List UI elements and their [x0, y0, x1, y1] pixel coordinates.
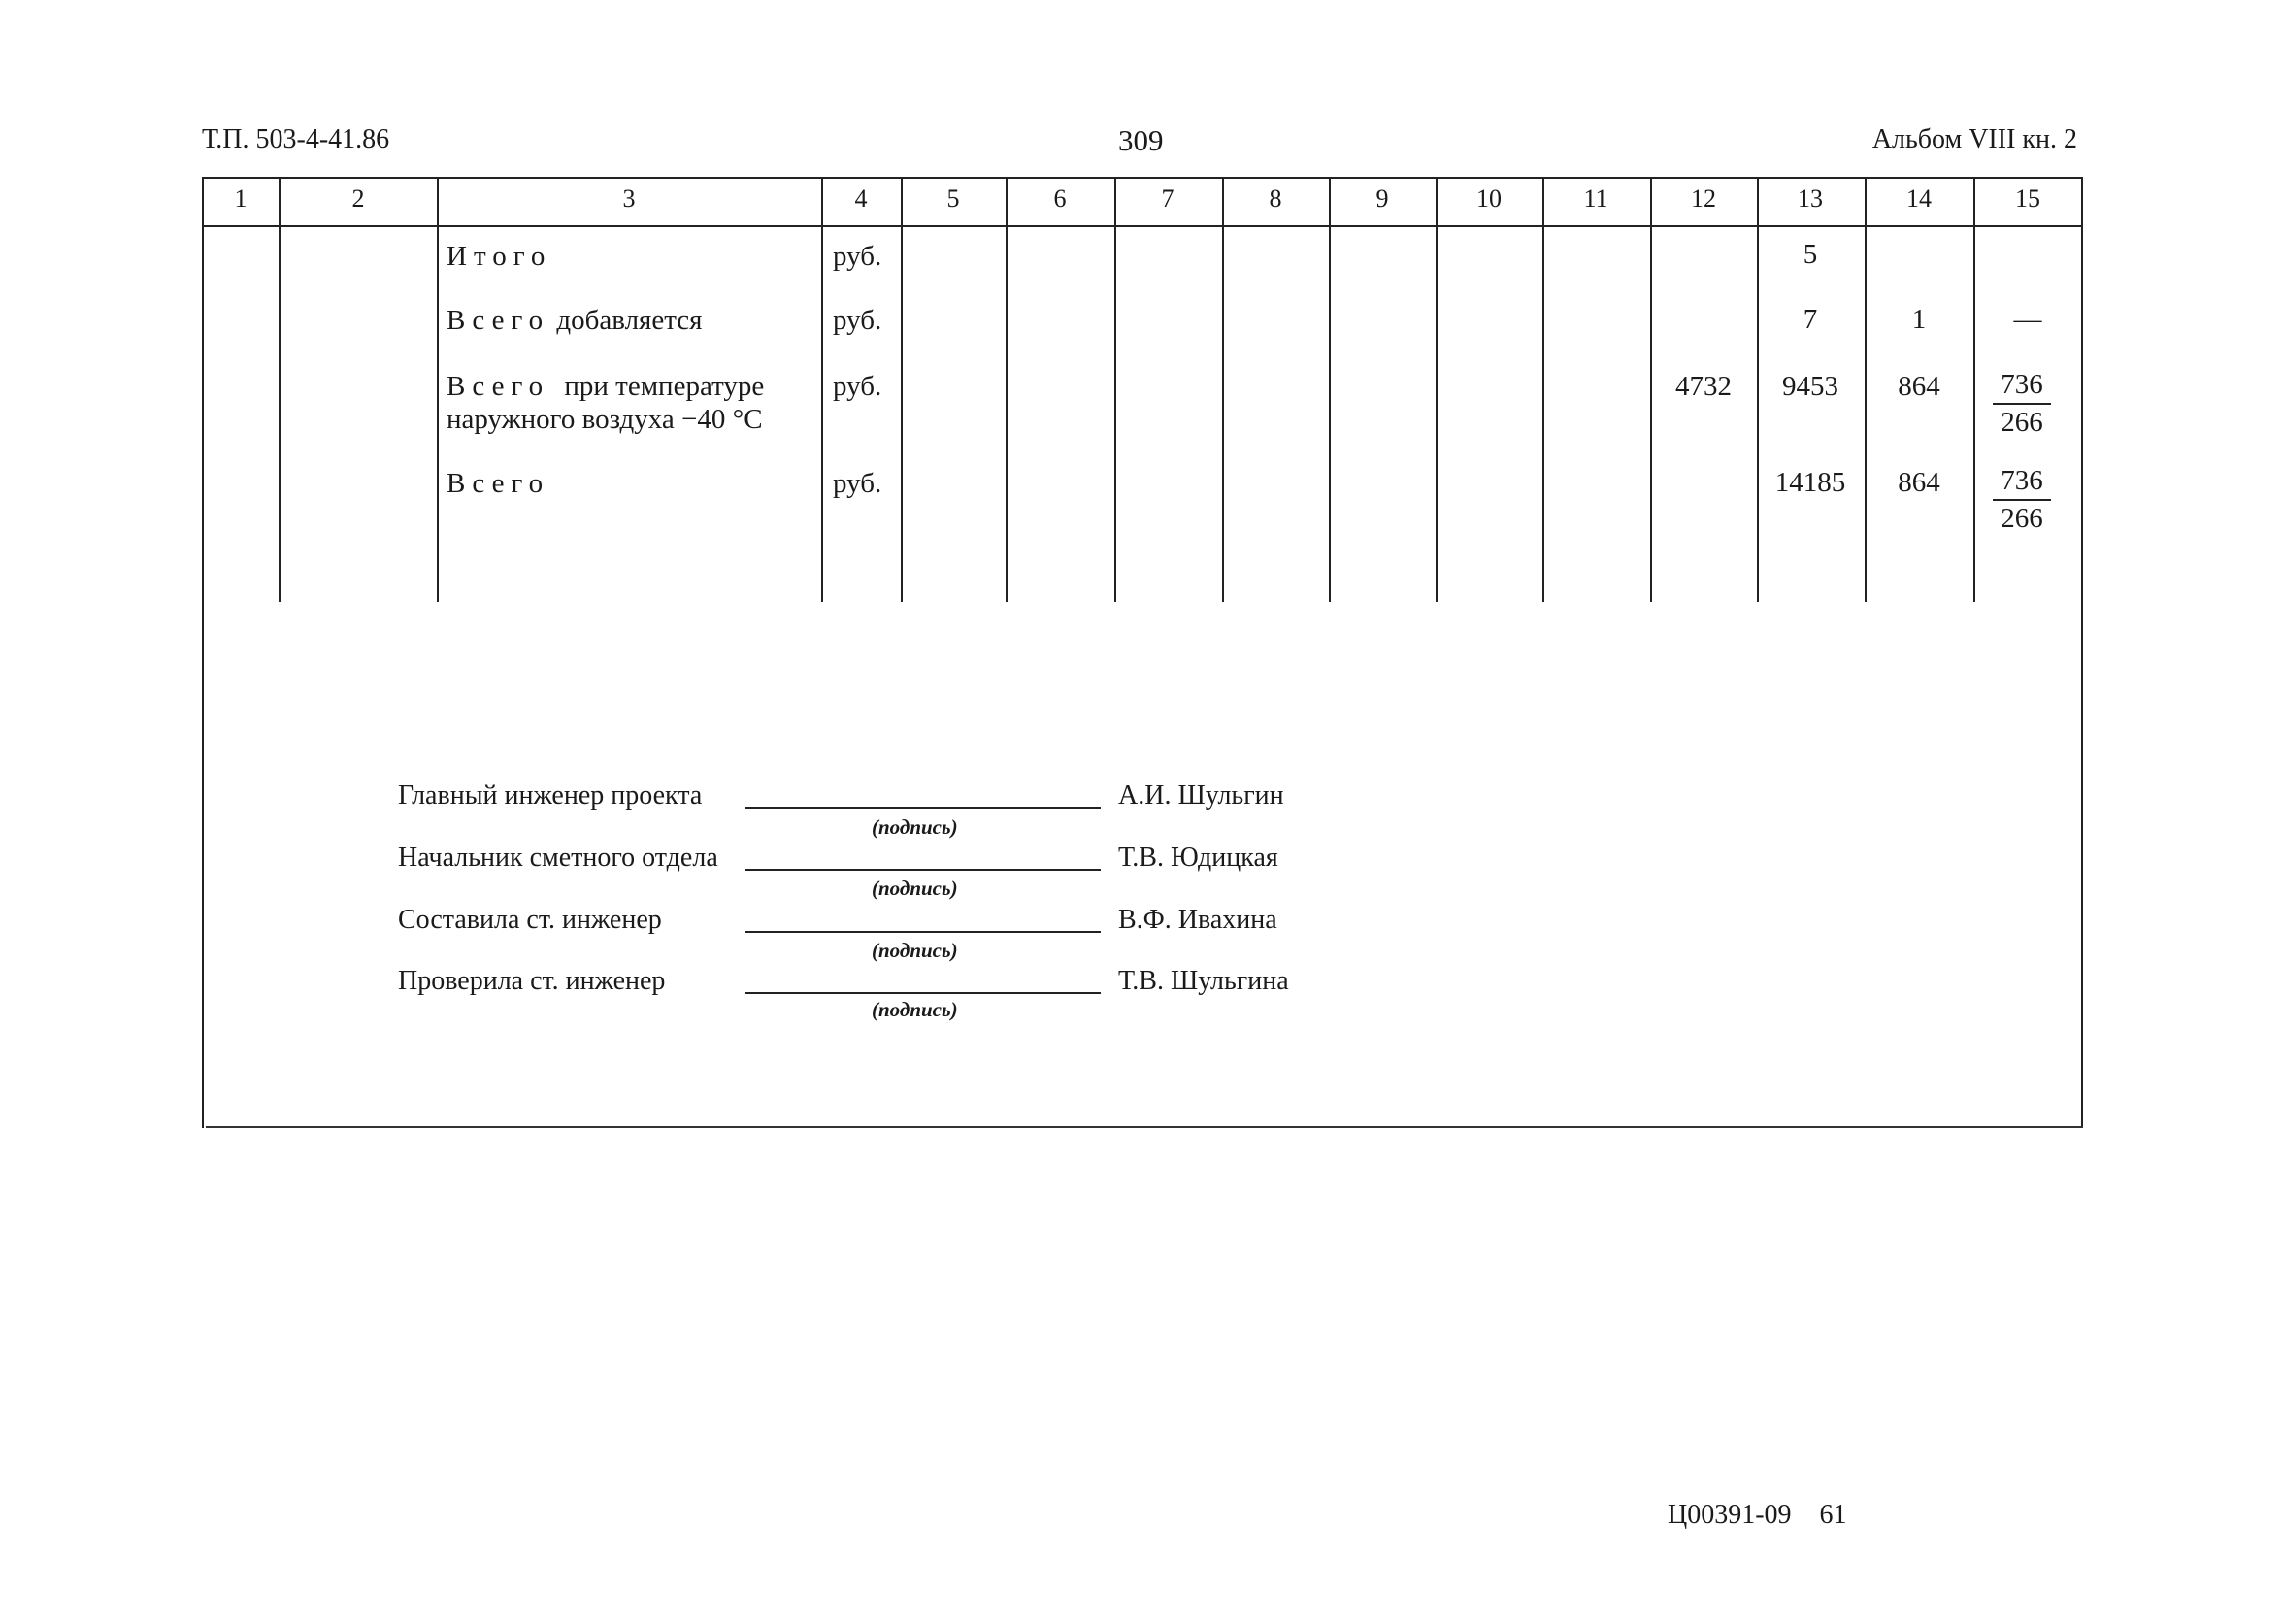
archive-code: Ц00391-09: [1668, 1500, 1792, 1530]
row-label-prefix: Всего: [447, 305, 550, 336]
signature-caption: (подпись): [872, 998, 958, 1021]
column-divider: [1650, 177, 1652, 602]
table-left-border: [202, 177, 204, 1128]
column-number: 3: [622, 184, 636, 213]
row-value-col14: 864: [1898, 467, 1940, 498]
signature-name: Т.В. Юдицкая: [1118, 843, 1278, 873]
column-divider: [437, 177, 439, 602]
signature-caption: (подпись): [872, 815, 958, 839]
row-value-col14: 1: [1911, 304, 1927, 335]
column-number: 4: [854, 184, 868, 213]
table-right-border: [2081, 177, 2083, 1128]
album-label: Альбом VIII кн. 2: [1871, 124, 2077, 154]
column-divider: [1006, 177, 1008, 602]
document-code: Т.П. 503-4-41.86: [202, 124, 390, 154]
column-divider: [1114, 177, 1116, 602]
column-divider: [901, 177, 903, 602]
column-divider: [1436, 177, 1438, 602]
row-value-col14: 864: [1898, 371, 1940, 402]
row-label-line2: наружного воздуха −40 °С: [447, 404, 763, 435]
signature-line: [745, 807, 1101, 809]
table-top-border: [202, 177, 2083, 179]
row-label-itogo: Итого: [447, 241, 552, 272]
row-value-col13: 9453: [1782, 371, 1838, 402]
signature-role: Начальник сметного отдела: [398, 843, 718, 873]
row-value-col13: 14185: [1774, 467, 1846, 498]
signature-name: В.Ф. Ивахина: [1118, 905, 1277, 935]
row-value-col15-fraction: [1993, 465, 2051, 535]
row-unit: руб.: [833, 468, 882, 499]
row-unit: руб.: [833, 241, 882, 272]
column-divider: [1222, 177, 1224, 602]
column-divider: [1757, 177, 1759, 602]
sheet-number: 61: [1819, 1500, 1847, 1530]
column-number: 14: [1906, 184, 1932, 213]
signature-name: Т.В. Шульгина: [1118, 966, 1289, 996]
column-number: 2: [351, 184, 365, 213]
column-number: 12: [1691, 184, 1716, 213]
column-divider: [1329, 177, 1331, 602]
column-number: 8: [1269, 184, 1282, 213]
row-value-col13: 7: [1803, 304, 1818, 335]
column-divider: [1973, 177, 1975, 602]
row-label-vsego: Всего: [447, 468, 550, 499]
row-label-prefix: Всего: [447, 371, 550, 402]
column-divider: [1865, 177, 1867, 602]
signature-role: Составила ст. инженер: [398, 905, 662, 935]
fraction-denominator: 266: [2001, 407, 2043, 438]
table-bottom-border: [206, 1126, 2083, 1128]
column-number: 11: [1583, 184, 1608, 213]
row-label-vsego-temperature: [447, 371, 764, 403]
signature-role: Главный инженер проекта: [398, 780, 703, 811]
table-header-divider: [202, 225, 2083, 227]
column-number: 6: [1053, 184, 1067, 213]
signature-name: А.И. Шульгин: [1118, 780, 1284, 811]
row-label-rest: при температуре: [564, 371, 765, 402]
column-divider: [821, 177, 823, 602]
column-divider: [1542, 177, 1544, 602]
signature-role: Проверила ст. инженер: [398, 966, 666, 996]
fraction-numerator: 736: [1993, 369, 2051, 405]
fraction-numerator: 736: [1993, 465, 2051, 501]
column-divider: [279, 177, 281, 602]
column-number: 5: [946, 184, 960, 213]
row-unit: руб.: [833, 305, 882, 336]
archive-stamp: [1668, 1500, 1847, 1531]
row-unit: руб.: [833, 371, 882, 402]
signature-caption: (подпись): [872, 877, 958, 900]
column-number: 9: [1375, 184, 1389, 213]
column-number: 7: [1161, 184, 1175, 213]
column-number: 15: [2015, 184, 2040, 213]
row-value-col15-fraction: [1993, 369, 2051, 439]
row-value-col13: 5: [1803, 239, 1818, 270]
row-label-rest: добавляется: [556, 305, 703, 336]
page-number: 309: [1118, 123, 1164, 157]
row-value-col15: —: [2013, 304, 2042, 335]
signature-line: [745, 869, 1101, 871]
column-number: 1: [234, 184, 248, 213]
column-number: 13: [1798, 184, 1823, 213]
row-label-vsego-dobavlyaetsya: [447, 305, 703, 337]
fraction-denominator: 266: [2001, 503, 2043, 534]
column-number: 10: [1476, 184, 1502, 213]
signature-caption: (подпись): [872, 939, 958, 962]
signature-line: [745, 992, 1101, 994]
signature-line: [745, 931, 1101, 933]
row-value-col12: 4732: [1675, 371, 1732, 402]
